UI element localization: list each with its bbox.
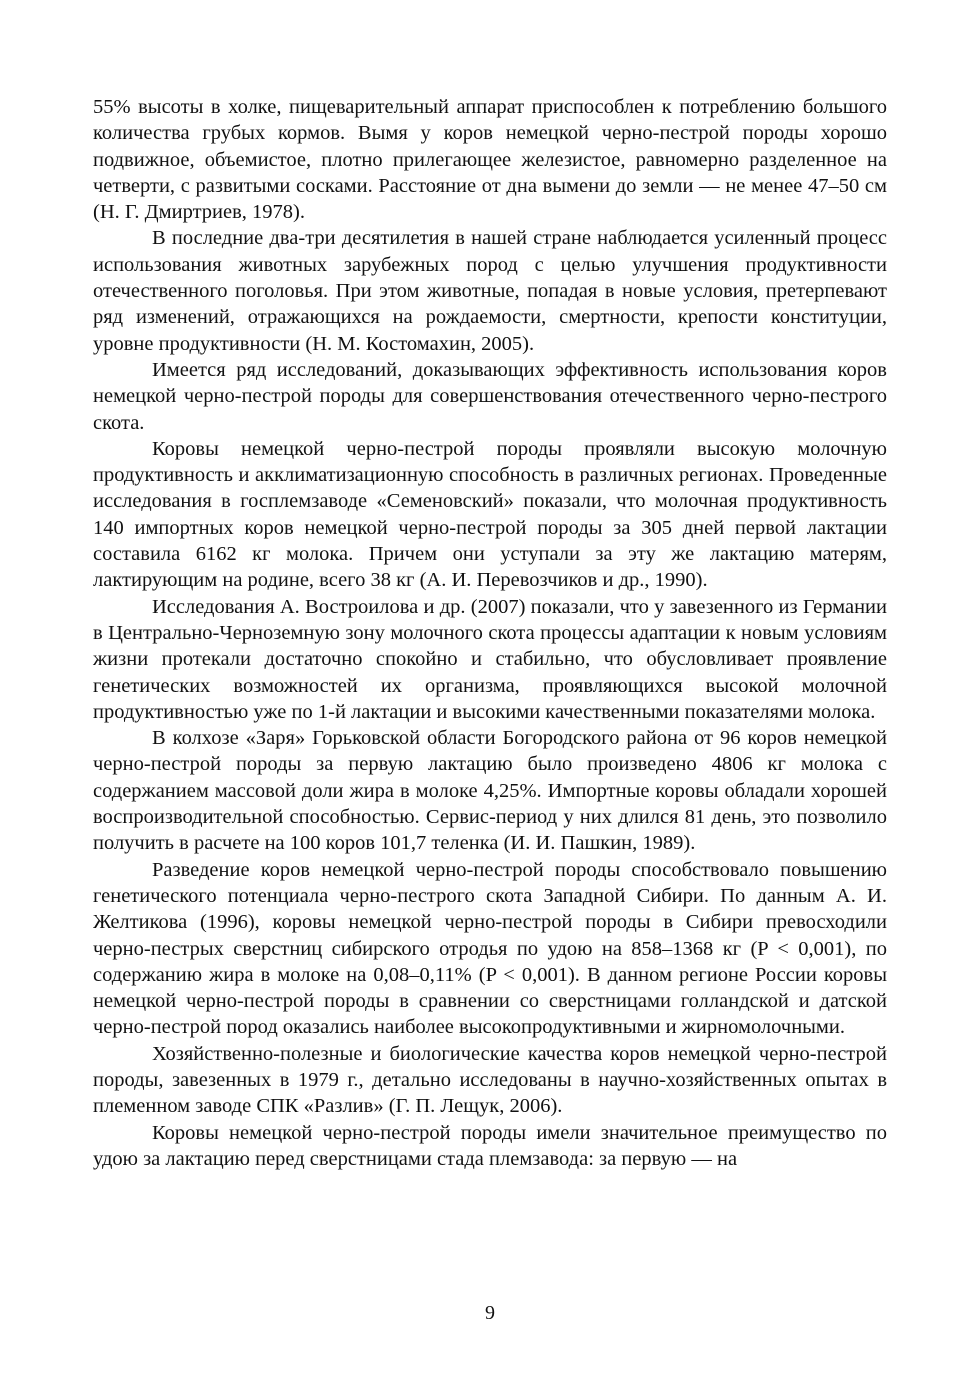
paragraph-3: Имеется ряд исследований, доказывающих эффективность использования коров немецкой черно-пестрой породы для совершенствования отечественного черно-пестрого скота. — [93, 358, 887, 434]
body-text — [93, 94, 887, 1172]
paragraph-8: Хозяйственно-полезные и биологические качества коров немецкой черно-пестрой породы, завезенных в 1979 г., детально исследованы в научно-хозяйственных опытах в племенном заводе СПК «Разлив» (Г. П. Лещук, 2006). — [93, 1042, 887, 1118]
paragraph-1: 55% высоты в холке, пищеварительный аппарат приспособлен к потреблению большого количества грубых кормов. Вымя у коров немецкой черно-пестрой породы хорошо подвижное, объемистое, плотно прилегающее железистое, равномерно разделенное на четверти, с развитыми сосками. Расстояние от дна вымени до земли — не менее 47–50 см (Н. Г. Дмиртриев, 1978). — [93, 96, 887, 224]
paragraph-2: В последние два-три десятилетия в нашей стране наблюдается усиленный процесс использования животных зарубежных пород с целью улучшения продуктивности отечественного поголовья. При этом животные, попадая в новые условия, претерпевают ряд изменений, отражающихся на рождаемости, смертности, крепости конституции, уровне продуктивности (Н. М. Костомахин, 2005). — [93, 227, 887, 355]
paragraph-7: Разведение коров немецкой черно-пестрой породы способствовало повышению генетического потенциала черно-пестрого скота Западной Сибири. По данным А. И. Желтикова (1996), коровы немецкой черно-пестрой породы в Сибири превосходили черно-пестрых сверстниц сибирского отродья по удою на 858–1368 кг (P < 0,001), по содержанию жира в молоке на 0,08–0,11% (P < 0,001). В данном регионе России коровы немецкой черно-пестрой породы в сравнении со сверстницами голландской и датской черно-пестрой пород оказались наиболее высокопродуктивными и жирномолочными. — [93, 858, 887, 1039]
paragraph-4: Коровы немецкой черно-пестрой породы проявляли высокую молочную продуктивность и акклиматизационную способность в различных регионах. Проведенные исследования в госплемзаводе «Семеновский» показали, что молочная продуктивность 140 импортных коров немецкой черно-пестрой породы за 305 дней первой лактации составила 6162 кг молока. Причем они уступали за эту же лактацию матерям, лактирующим на родине, всего 38 кг (А. И. Перевозчиков и др., 1990). — [93, 437, 887, 592]
paragraph-5: Исследования А. Востроилова и др. (2007) показали, что у завезенного из Германии в Центрально-Черноземную зону молочного скота процессы адаптации к новым условиям жизни протекали достаточно спокойно и стабильно, что обусловливает проявление генетических возможностей их организма, проявляющихся высокой молочной продуктивностью уже по 1-й лактации и высокими качественными показателями молока. — [93, 595, 887, 723]
page-number: 9 — [485, 1302, 495, 1324]
paragraph-9: Коровы немецкой черно-пестрой породы имели значительное преимущество по удою за лактацию перед сверстницами стада племзавода: за первую — на — [93, 1121, 887, 1170]
paragraph-6: В колхозе «Заря» Горьковской области Богородского района от 96 коров немецкой черно-пестрой породы за первую лактацию было произведено 4806 кг молока с содержанием массовой доли жира в молоке 4,25%. Импортные коровы обладали хорошей воспроизводительной способностью. Сервис-период у них длился 81 день, это позволило получить в расчете на 100 коров 101,7 теленка (И. И. Пашкин, 1989). — [93, 727, 887, 855]
